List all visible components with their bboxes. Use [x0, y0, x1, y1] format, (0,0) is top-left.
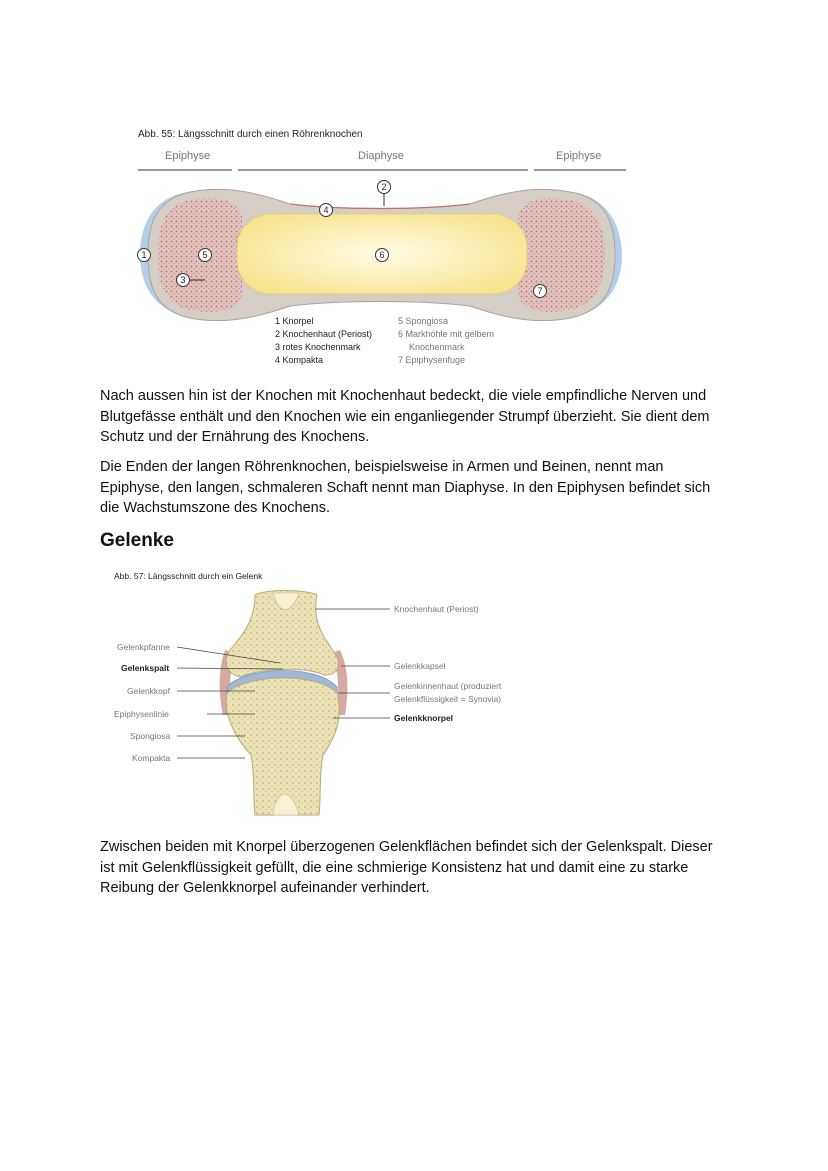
marker-7: [534, 285, 547, 298]
figure2-caption: Abb. 57: Längsschnitt durch ein Gelenk: [114, 571, 263, 581]
left-labels: [114, 642, 171, 763]
marker-4: [320, 204, 333, 217]
svg-text:7: 7: [537, 286, 543, 296]
svg-text:3: 3: [180, 275, 186, 285]
label-gelenkpfanne: Gelenkpfanne: [117, 642, 170, 652]
marker-2: [378, 181, 391, 207]
label-gelenkinnenhaut: Gelenkinnenhaut (produziert: [394, 681, 502, 691]
svg-text:1: 1: [141, 250, 147, 260]
label-spongiosa: Spongiosa: [130, 731, 171, 741]
svg-text:6: 6: [379, 250, 385, 260]
spongiosa-right: [518, 198, 605, 312]
label-kompakta: Kompakta: [132, 753, 171, 763]
label-gelenkkapsel: Gelenkkapsel: [394, 661, 446, 671]
legend-4: 4 Kompakta: [275, 355, 324, 365]
label-epiphysenlinie: Epiphysenlinie: [114, 709, 169, 719]
legend-2: 2 Knochenhaut (Periost): [275, 329, 373, 339]
label-gelenkknorpel: Gelenkknorpel: [394, 713, 454, 723]
label-gelenkfluessigkeit: Gelenkflüssigkeit = Synovia): [394, 694, 502, 704]
figure-joint: [105, 565, 520, 820]
paragraph-knochenhaut: Nach aussen hin ist der Knochen mit Knochenhaut bedeckt, die viele empfindliche Nerven und Blutgefässe enthält und den Knochen wie ein enganliegender Strumpf überzieht. Sie dient dem Schutz und der Ernährung des Knochens.: [100, 388, 710, 445]
right-labels: [394, 604, 502, 723]
region-epiphyse-left: Epiphyse: [165, 150, 211, 162]
figure1-caption: Abb. 55: Längsschnitt durch einen Röhrenknochen: [138, 129, 363, 140]
marker-1: [138, 249, 151, 262]
paragraph-gelenkspalt: Zwischen beiden mit Knorpel überzogenen Gelenkflächen befindet sich der Gelenkspalt. Dieser ist mit Gelenkflüssigkeit gefüllt, die eine schmierige Konsistenz hat und damit eine zu starke Reibung der Gelenkknorpel aufeinander verhindert.: [100, 839, 713, 896]
label-gelenkkopf: Gelenkkopf: [127, 686, 170, 696]
paragraph-epiphyse: Die Enden der langen Röhrenknochen, beispielsweise in Armen und Beinen, nennt man Epiphyse, den langen, schmaleren Schaft nennt man Diaphyse. In den Epiphysen befindet sich die Wachstumszone des Knochens.: [100, 459, 711, 516]
legend-6b: Knochenmark: [409, 342, 465, 352]
region-epiphyse-right: Epiphyse: [556, 150, 602, 162]
heading-gelenke: Gelenke: [100, 530, 174, 551]
legend-5: 5 Spongiosa: [398, 316, 449, 326]
figure1-legend: [275, 316, 494, 365]
svg-text:4: 4: [323, 205, 329, 215]
region-diaphyse: Diaphyse: [358, 150, 404, 162]
figure-long-bone: [130, 120, 635, 370]
legend-3: 3 rotes Knochenmark: [275, 342, 361, 352]
svg-text:2: 2: [381, 182, 387, 192]
label-gelenkspalt: Gelenkspalt: [121, 663, 170, 673]
marker-5: [199, 249, 212, 262]
legend-7: 7 Epiphysenfuge: [398, 355, 466, 365]
svg-text:5: 5: [202, 250, 208, 260]
legend-6: 6 Markhöhle mit gelbem: [398, 329, 495, 339]
joint-diagram: [105, 565, 520, 820]
marker-6: [376, 249, 389, 262]
label-knochenhaut: Knochenhaut (Periost): [394, 604, 479, 614]
long-bone-diagram: [130, 120, 635, 370]
legend-1: 1 Knorpel: [275, 316, 314, 326]
